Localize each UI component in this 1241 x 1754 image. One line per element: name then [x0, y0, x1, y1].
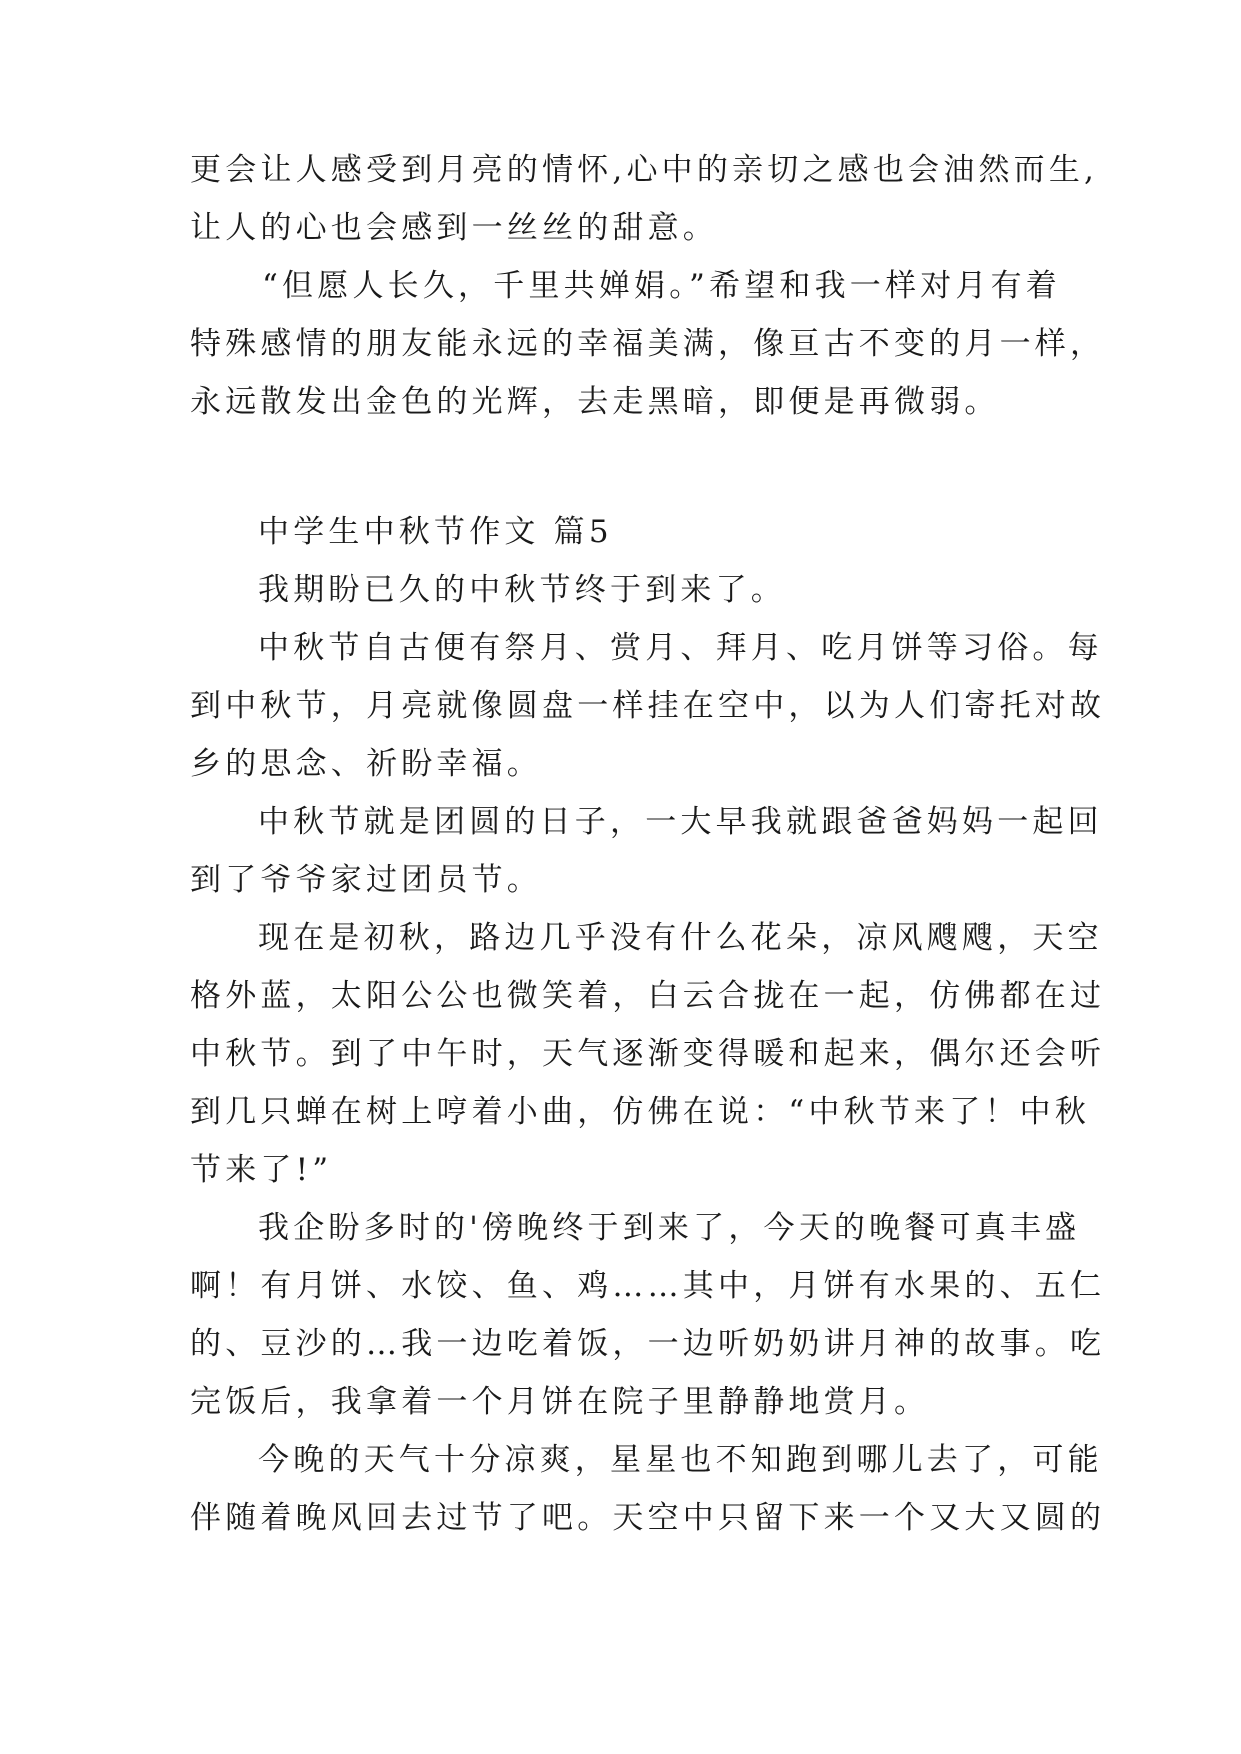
text-line: 中秋节。到了中午时，天气逐渐变得暖和起来，偶尔还会听: [190, 1036, 1106, 1072]
text-line: 节来了!”: [190, 1152, 333, 1188]
text-line: 伴随着晚风回去过节了吧。天空中只留下来一个又大又圆的: [190, 1500, 1106, 1536]
text-line: 中秋节自古便有祭月、赏月、拜月、吃月饼等习俗。每: [258, 630, 1103, 666]
text-line: 特殊感情的朋友能永远的幸福美满，像亘古不变的月一样，: [190, 326, 1106, 362]
text-line: 的、豆沙的…我一边吃着饭，一边听奶奶讲月神的故事。吃: [190, 1326, 1106, 1362]
text-line: 中秋节就是团圆的日子，一大早我就跟爸爸妈妈一起回: [258, 804, 1103, 840]
section-heading: 中学生中秋节作文 篇5: [258, 514, 613, 550]
text-line: 完饭后，我拿着一个月饼在院子里静静地赏月。: [190, 1384, 930, 1420]
text-line: 让人的心也会感到一丝丝的甜意。: [190, 210, 718, 246]
text-line: 今晚的天气十分凉爽，星星也不知跑到哪儿去了，可能: [258, 1442, 1103, 1478]
text-line: 我期盼已久的中秋节终于到来了。: [258, 572, 786, 608]
text-line: 现在是初秋，路边几乎没有什么花朵，凉风飕飕，天空: [258, 920, 1103, 956]
text-line: 更会让人感受到月亮的情怀,心中的亲切之感也会油然而生,: [190, 152, 1099, 188]
text-line: 我企盼多时的'傍晚终于到来了，今天的晚餐可真丰盛: [258, 1210, 1081, 1246]
text-line: 永远散发出金色的光辉，去走黑暗，即便是再微弱。: [190, 384, 1000, 420]
text-line: 到中秋节，月亮就像圆盘一样挂在空中，以为人们寄托对故: [190, 688, 1106, 724]
text-line: 乡的思念、祈盼幸福。: [190, 746, 542, 782]
text-line: 格外蓝，太阳公公也微笑着，白云合拢在一起，仿佛都在过: [190, 978, 1106, 1014]
text-line: 到了爷爷家过团员节。: [190, 862, 542, 898]
text-line: “但愿人长久，千里共婵娟。”希望和我一样对月有着: [262, 268, 1061, 304]
text-line: 啊！有月饼、水饺、鱼、鸡……其中，月饼有水果的、五仁: [190, 1268, 1106, 1304]
text-line: 到几只蝉在树上哼着小曲，仿佛在说：“中秋节来了！中秋: [190, 1094, 1091, 1130]
